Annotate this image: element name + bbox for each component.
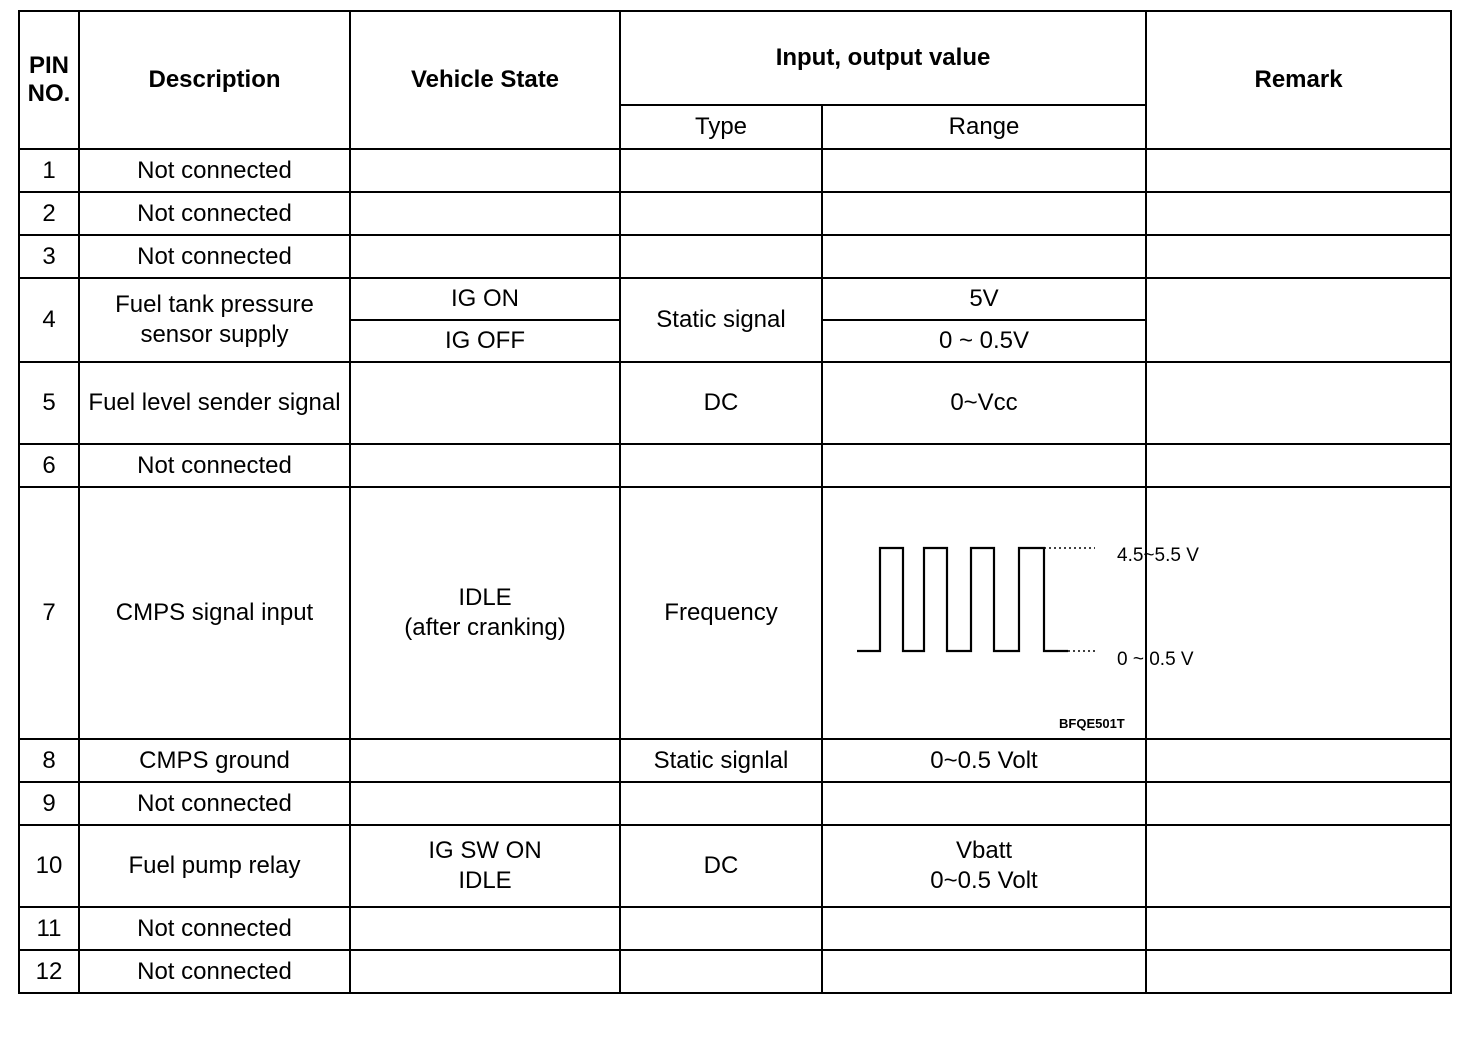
header-remark: Remark	[1146, 11, 1451, 149]
state-cell	[350, 149, 620, 192]
table-row	[19, 444, 1451, 487]
pin-number: 11	[19, 907, 79, 950]
pin-number: 4	[19, 278, 79, 362]
description-cell: Not connected	[79, 192, 350, 235]
range-cell: 5V	[822, 278, 1146, 320]
type-cell	[620, 235, 822, 278]
range-cell: Vbatt 0~0.5 Volt	[822, 825, 1146, 907]
description-cell: Not connected	[79, 149, 350, 192]
range-cell	[822, 444, 1146, 487]
remark-cell	[1146, 487, 1451, 739]
remark-cell	[1146, 192, 1451, 235]
description-cell: Not connected	[79, 235, 350, 278]
pin-table-sheet	[18, 10, 1452, 994]
pin-number: 12	[19, 950, 79, 993]
table-row	[19, 950, 1451, 993]
square-wave-diagram	[823, 488, 1147, 740]
description-cell: Fuel tank pressure sensor supply	[79, 278, 350, 362]
table-row	[19, 149, 1451, 192]
state-cell	[350, 444, 620, 487]
remark-cell	[1146, 907, 1451, 950]
description-cell: Fuel pump relay	[79, 825, 350, 907]
range-cell	[822, 907, 1146, 950]
header-range: Range	[822, 105, 1146, 149]
remark-cell	[1146, 739, 1451, 782]
state-cell: IG SW ON IDLE	[350, 825, 620, 907]
table-row	[19, 907, 1451, 950]
remark-cell	[1146, 825, 1451, 907]
state-cell	[350, 907, 620, 950]
type-cell	[620, 782, 822, 825]
range-cell	[822, 950, 1146, 993]
state-cell: IG OFF	[350, 320, 620, 362]
square-wave-trace	[857, 548, 1068, 651]
header-row	[19, 11, 1451, 105]
table-row	[19, 362, 1451, 444]
state-cell: IDLE (after cranking)	[350, 487, 620, 739]
table-row	[19, 278, 1451, 320]
table-row	[19, 235, 1451, 278]
remark-cell	[1146, 149, 1451, 192]
pin-number: 3	[19, 235, 79, 278]
pin-io-table	[18, 10, 1452, 994]
table-row	[19, 739, 1451, 782]
waveform-cell	[822, 487, 1199, 739]
pin-number: 7	[19, 487, 79, 739]
state-cell	[350, 192, 620, 235]
state-cell	[350, 235, 620, 278]
range-cell: 0 ~ 0.5V	[822, 320, 1146, 362]
remark-cell	[1146, 444, 1451, 487]
remark-cell	[1146, 950, 1451, 993]
type-cell	[620, 192, 822, 235]
pin-number: 9	[19, 782, 79, 825]
type-cell	[620, 444, 822, 487]
table-row	[19, 782, 1451, 825]
pin-number: 8	[19, 739, 79, 782]
type-cell: Frequency	[620, 487, 822, 739]
description-cell: Not connected	[79, 782, 350, 825]
state-cell: IG ON	[350, 278, 620, 320]
pin-number: 5	[19, 362, 79, 444]
range-cell	[822, 192, 1146, 235]
range-cell	[822, 782, 1146, 825]
pin-number: 2	[19, 192, 79, 235]
low-voltage-label: 0 ~ 0.5 V	[1117, 649, 1194, 670]
range-cell	[822, 235, 1146, 278]
remark-cell	[1146, 235, 1451, 278]
type-cell: Static signlal	[620, 739, 822, 782]
pin-number: 6	[19, 444, 79, 487]
table-row	[19, 825, 1451, 907]
header-vehicle-state: Vehicle State	[350, 11, 620, 149]
pin-number: 10	[19, 825, 79, 907]
description-cell: Not connected	[79, 907, 350, 950]
state-cell	[350, 362, 620, 444]
description-cell: Fuel level sender signal	[79, 362, 350, 444]
table-row	[19, 487, 1451, 739]
type-cell	[620, 907, 822, 950]
header-type: Type	[620, 105, 822, 149]
header-description: Description	[79, 11, 350, 149]
remark-cell	[1146, 362, 1451, 444]
state-cell	[350, 950, 620, 993]
pin-number: 1	[19, 149, 79, 192]
description-cell: CMPS ground	[79, 739, 350, 782]
range-cell: 0~0.5 Volt	[822, 739, 1146, 782]
remark-cell	[1146, 278, 1451, 362]
description-cell: Not connected	[79, 444, 350, 487]
high-voltage-label: 4.5~5.5 V	[1117, 545, 1199, 566]
table-row	[19, 192, 1451, 235]
type-cell: DC	[620, 825, 822, 907]
description-cell: CMPS signal input	[79, 487, 350, 739]
header-io-value: Input, output value	[620, 11, 1146, 105]
type-cell	[620, 950, 822, 993]
type-cell: Static signal	[620, 278, 822, 362]
description-cell: Not connected	[79, 950, 350, 993]
type-cell	[620, 149, 822, 192]
type-cell: DC	[620, 362, 822, 444]
range-cell: 0~Vcc	[822, 362, 1146, 444]
state-cell	[350, 782, 620, 825]
figure-code: BFQE501T	[1059, 716, 1125, 731]
remark-cell	[1146, 782, 1451, 825]
state-cell	[350, 739, 620, 782]
header-pin-no: PIN NO.	[19, 11, 79, 149]
range-cell	[822, 149, 1146, 192]
